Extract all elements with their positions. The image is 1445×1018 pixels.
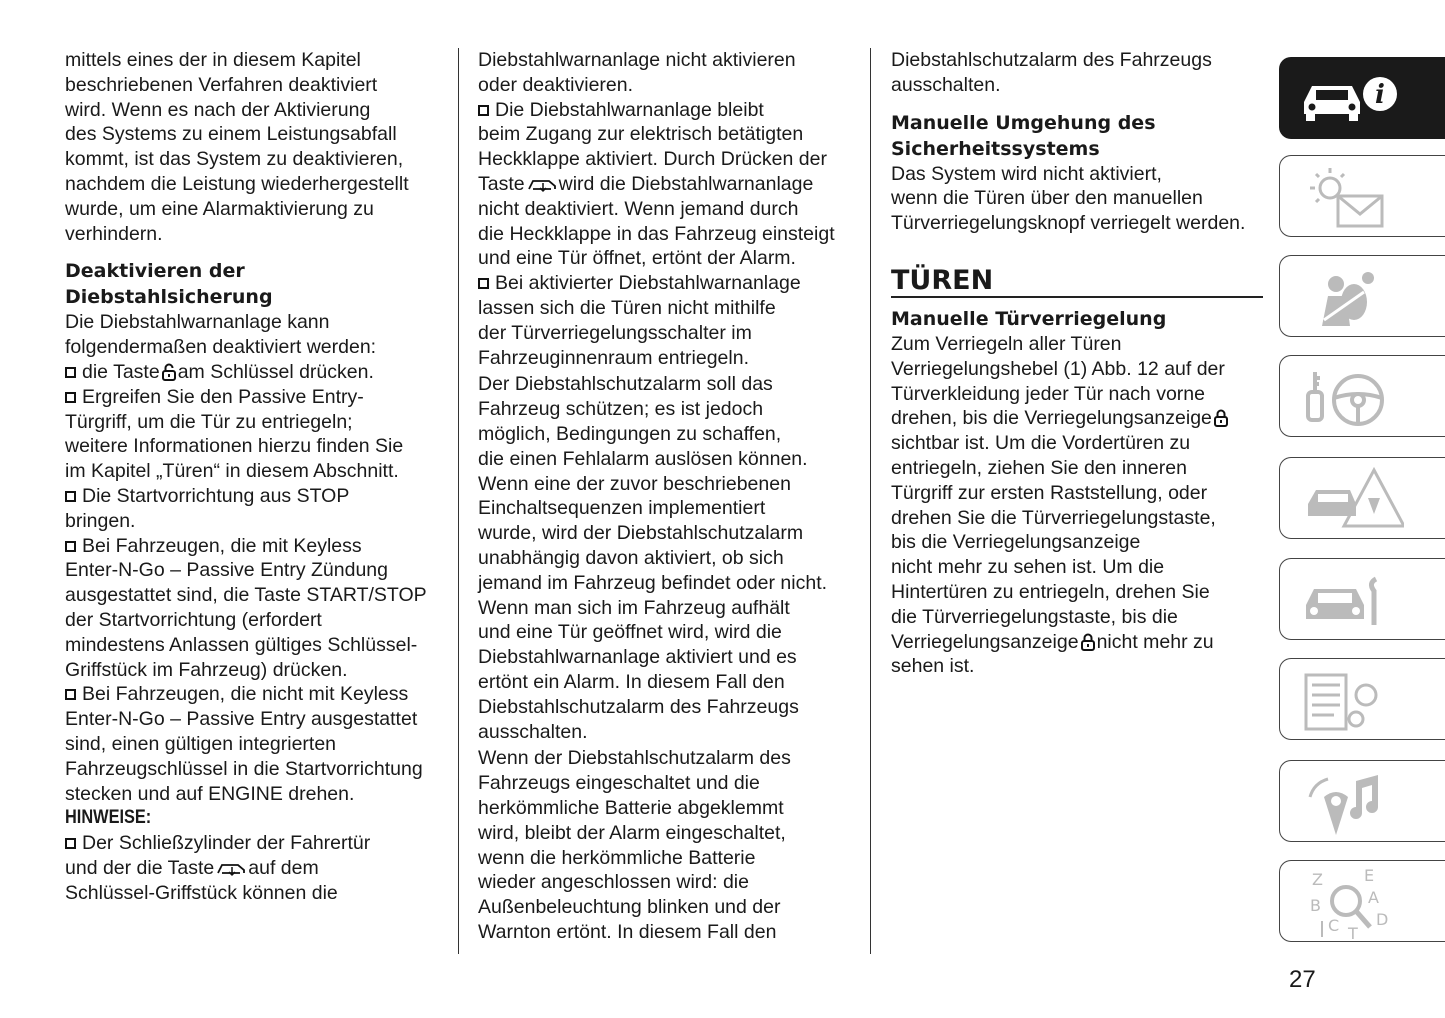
technical-data-icon [1294,665,1404,735]
text-line: wurde, um eine Alarmaktivierung zu [65,197,374,220]
text-line: wenn die Türen über den manuellen [891,187,1203,210]
text-line: lassen sich die Türen nicht mithilfe [478,296,776,319]
text-line: Diebstahlwarnanlage nicht aktivieren [478,49,796,71]
bullet-icon [65,392,76,403]
bullet-icon [65,541,76,552]
text-line: Einchaltsequenzen implementiert [478,497,766,520]
heading-line: Sicherheitssystems [891,137,1100,160]
text-line: wieder angeschlossen wird: die [478,871,749,894]
car-info-icon [1294,64,1404,134]
text: und der die Taste [65,856,215,879]
text-line: weitere Informationen hierzu finden Sie [65,435,404,458]
lock-icon [1081,633,1095,651]
text: Die Diebstahlwarnanlage bleibt [495,98,764,121]
index-letter: E [1364,867,1375,885]
notes-heading: HINWEISE: [65,807,152,829]
index-letter: Z [1312,870,1323,889]
bullet-icon [65,838,76,849]
tab-maintenance[interactable] [1279,558,1445,640]
text-line [891,630,1263,655]
text-line: sehen ist. [891,655,975,678]
index-letter: C [1328,916,1340,935]
text-line: wird. Wenn es nach der Aktivierung [65,98,371,121]
text-line: bis die Verriegelungsanzeige [891,531,1141,554]
text-line: Wenn der Diebstahlschutzalarm des [478,747,791,770]
page-number: 27 [1289,966,1316,993]
bullet-item [478,271,856,296]
lights-messages-icon [1294,162,1404,232]
multimedia-icon [1294,767,1404,837]
text: nicht mehr zu [1096,630,1214,653]
text-line: folgendermaßen deaktiviert werden: [65,336,377,359]
text-line: drehen Sie die Türverriegelungstaste, [891,506,1216,529]
text-line [65,856,445,881]
text: die Taste [82,360,160,383]
bullet-item [65,831,445,856]
text-line: sichtbar ist. Um die Vordertüren zu [891,432,1191,455]
tab-technical-data[interactable] [1279,658,1445,740]
text-line: oder deaktivieren. [478,73,634,96]
text: Der Schließzylinder der Fahrertür [82,832,371,855]
text: Taste [478,172,525,195]
svg-text:i: i [1375,80,1385,110]
index-letter: B [1310,896,1321,915]
text-line: beschriebenen Verfahren deaktiviert [65,73,378,96]
bullet-item [65,484,445,509]
paragraph [478,746,856,944]
tab-multimedia[interactable] [1279,760,1445,842]
section-heading: Manuelle Türverriegelung [891,307,1167,330]
text-line: mindestens Anlassen gültiges Schlüssel- [65,633,418,656]
text-line: Hintertüren zu entriegeln, drehen Sie [891,580,1210,603]
text-line: des Systems zu einem Leistungsabfall [65,123,397,146]
safety-airbag-icon [1294,262,1404,332]
text: Die Startvorrichtung aus STOP [82,484,350,507]
text-line: nachdem die Leistung wiederhergestellt [65,172,409,195]
tab-vehicle-info[interactable] [1279,57,1445,139]
text-line: Diebstahlschutzalarm des Fahrzeugs [891,49,1212,71]
text-line: Diebstahlwarnanlage aktiviert und es [478,646,797,669]
tab-emergency[interactable] [1279,457,1445,539]
text-line: herkömmliche Batterie abgeklemmt [478,796,784,819]
text-line: Enter-N-Go – Passive Entry ausgestattet [65,708,418,731]
text-line: Außenbeleuchtung blinken und der [478,896,781,919]
bullet-icon [65,491,76,502]
text-line: Zum Verriegeln aller Türen [891,332,1122,355]
text-line: wird, bleibt der Alarm eingeschaltet, [478,821,786,844]
text-line: beim Zugang zur elektrisch betätigten [478,123,804,146]
text-line: der Türverriegelungsschalter im [478,321,752,344]
column-3 [891,48,1263,679]
text-line: Fahrzeugschlüssel in die Startvorrichtung [65,757,423,780]
bullet-item [478,98,856,123]
bullet-icon [65,367,76,378]
text-line: unabhängig davon aktiviert, ob sich [478,546,784,569]
text-line: ausschalten. [891,73,1001,96]
text-line: mittels eines der in diesem Kapitel [65,49,361,71]
text-line: wenn die herkömmliche Batterie [478,846,756,869]
text-line: Fahrzeugs eingeschaltet und die [478,772,760,795]
index-letter: D [1376,910,1389,929]
text-line: wurde, wird der Diebstahlschutzalarm [478,522,804,545]
text-line: sind, einen gültigen integrierten [65,732,337,755]
text: Bei Fahrzeugen, die nicht mit Keyless [82,683,409,706]
lock-icon [1214,409,1228,427]
text-line: Das System wird nicht aktiviert, [891,162,1162,185]
text-line: Der Diebstahlschutzalarm soll das [478,373,773,396]
text-line: Wenn eine der zuvor beschriebenen [478,472,791,495]
text-line: Die Diebstahlwarnanlage kann [65,311,330,334]
text-line: Griffstück im Fahrzeug) drücken. [65,658,348,681]
paragraph [65,48,445,246]
tab-lights-messages[interactable] [1279,155,1445,237]
bullet-icon [478,278,489,289]
text-line: Türverriegelungsknopf verriegelt werden. [891,212,1246,235]
paragraph [478,372,856,744]
text-line: entriegeln, ziehen Sie den inneren [891,456,1187,479]
text-line: der Startvorrichtung (erfordert [65,608,322,631]
index-icon [1294,867,1404,939]
bullet-item [65,385,445,410]
text: wird die Diebstahlwarnanlage [558,172,814,195]
text-line: ausschalten. [478,720,588,743]
text-line: die Heckklappe in das Fahrzeug einsteigt [478,222,835,245]
emergency-icon [1294,464,1404,534]
text-line: stecken und auf ENGINE drehen. [65,782,355,805]
text-line: ertönt ein Alarm. In diesem Fall den [478,670,785,693]
text-line: Fahrzeuginnenraum entriegeln. [478,346,750,369]
text-line: Türgriff, um die Tür zu entriegeln; [65,410,353,433]
key-steering-icon [1294,362,1404,432]
tab-starting-driving[interactable] [1279,355,1445,437]
bullet-item [65,682,445,707]
text-line: Verriegelungshebel (1) Abb. 12 auf der [891,357,1225,380]
text-line: Schlüssel-Griffstück können die [65,881,338,904]
text: Bei Fahrzeugen, die mit Keyless [82,534,362,557]
bullet-item [65,534,445,559]
tab-index[interactable] [1279,860,1445,942]
chapter-title: TÜREN [891,266,1263,298]
text: Ergreifen Sie den Passive Entry- [82,385,364,408]
text-line: verhindern. [65,222,163,245]
heading-line: Deaktivieren der [65,260,245,283]
text: am Schlüssel drücken. [177,360,374,383]
text: Bei aktivierter Diebstahlwarnanlage [495,272,801,295]
column-1 [65,48,445,906]
index-letter: T [1348,924,1358,939]
tab-safety[interactable] [1279,255,1445,337]
bullet-item [65,360,445,385]
text: auf dem [248,856,319,879]
bullet-icon [478,105,489,116]
column-divider [458,48,459,954]
text-line: Wenn man sich im Fahrzeug aufhält [478,596,790,619]
bullet-icon [65,689,76,700]
text-line: die einen Fehlalarm auslösen können. [478,447,808,470]
text-line [478,172,856,197]
section-heading [891,110,1263,162]
text-line: im Kapitel „Türen“ in diesem Abschnitt. [65,460,399,483]
column-2 [478,48,856,945]
heading-line: Diebstahlsicherung [65,286,273,309]
text-line: und eine Tür öffnet, ertönt der Alarm. [478,247,796,270]
text-line: Türgriff zur ersten Raststellung, oder [891,481,1208,504]
text-line: und eine Tür geöffnet wird, wird die [478,621,782,644]
text-line: Warnton ertönt. In diesem Fall den [478,920,777,943]
tailgate-key-icon [527,177,557,193]
text-line [891,406,1263,431]
text-line: die Türverriegelungstaste, bis die [891,605,1178,628]
text-line: jemand im Fahrzeug befindet oder nicht. [478,571,828,594]
text-line: Enter-N-Go – Passive Entry Zündung [65,559,388,582]
section-heading [65,258,445,310]
unlock-icon [162,363,176,381]
tailgate-key-icon [216,861,246,877]
text-line: bringen. [65,509,136,532]
text: Verriegelungsanzeige [891,630,1079,653]
index-letter: A [1368,888,1379,907]
text: drehen, bis die Verriegelungsanzeige [891,407,1212,430]
text-line: nicht mehr zu sehen ist. Um die [891,556,1165,579]
car-maintenance-icon [1294,565,1404,635]
text-line: nicht deaktiviert. Wenn jemand durch [478,197,799,220]
text-line: Fahrzeug schützen; es ist jedoch [478,398,764,421]
text-line: ausgestattet sind, die Taste START/STOP [65,584,427,607]
text-line: möglich, Bedingungen zu schaffen, [478,422,782,445]
column-divider [870,48,871,954]
text-line: Türverkleidung jeder Tür nach vorne [891,382,1205,405]
heading-line: Manuelle Umgehung des [891,111,1156,134]
text-line: Diebstahlschutzalarm des Fahrzeugs [478,695,799,718]
text-line: Heckklappe aktiviert. Durch Drücken der [478,148,827,171]
text-line: kommt, ist das System zu deaktivieren, [65,148,404,171]
